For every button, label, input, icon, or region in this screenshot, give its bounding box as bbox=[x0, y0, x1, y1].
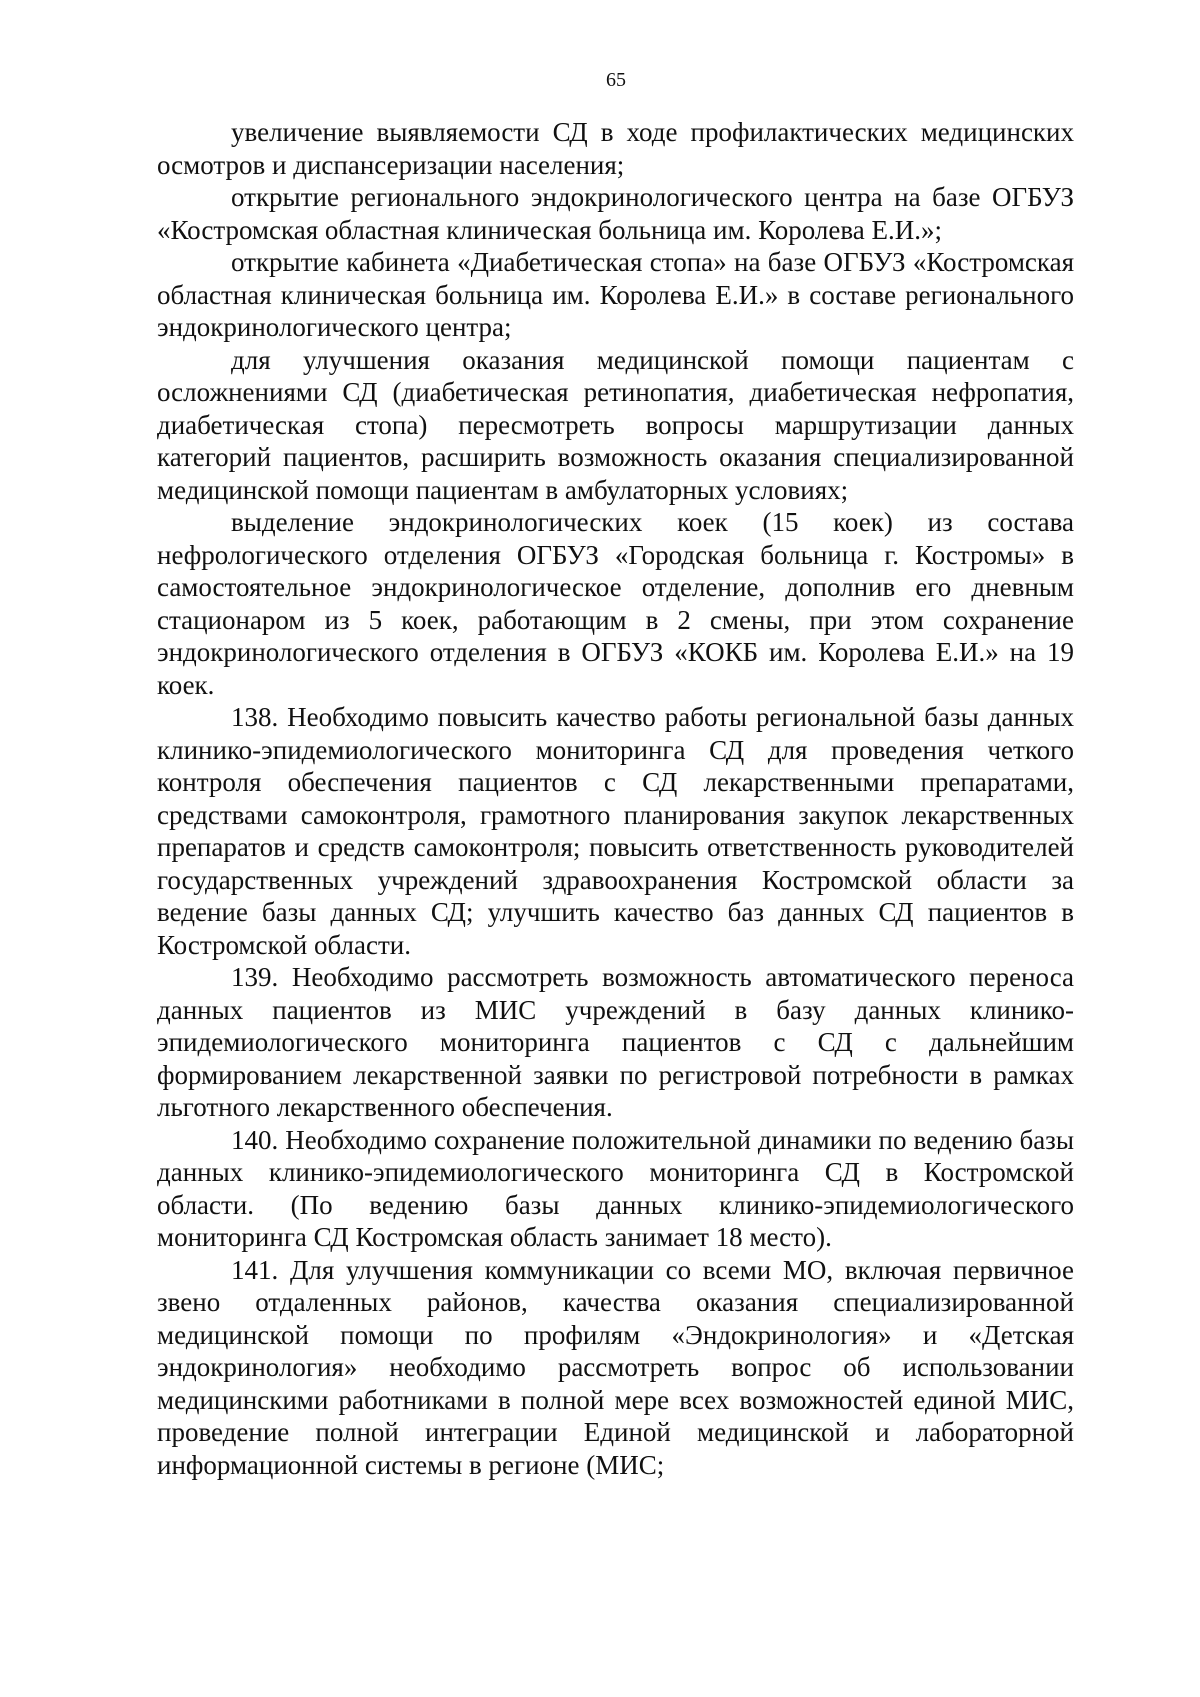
paragraph-item-138: 138. Необходимо повысить качество работы региональной базы данных клинико-эпидемиологического мониторинга СД для проведения четкого контроля обеспечения пациентов с СД лекарственными препаратами, средствами самоконтроля, грамотного планирования закупок лекарственных препаратов и средств самоконтроля; повысить ответственность руководителей государственных учреждений здравоохранения Костромской области за ведение базы данных СД; улучшить качество баз данных СД пациентов в Костромской области. bbox=[157, 702, 1074, 960]
document-body bbox=[157, 116, 1074, 1481]
paragraph-complications-routing: для улучшения оказания медицинской помощи пациентам с осложнениями СД (диабетическая ретинопатия, диабетическая нефропатия, диабетическая стопа) пересмотреть вопросы маршрутизации данных категорий пациентов, расширить возможность оказания специализированной медицинской помощи пациентам в амбулаторных условиях; bbox=[157, 344, 1074, 505]
paragraph-screening: увеличение выявляемости СД в ходе профилактических медицинских осмотров и диспансеризации населения; bbox=[157, 117, 1074, 180]
paragraph-endocrine-center: открытие регионального эндокринологического центра на базе ОГБУЗ «Костромская областная клиническая больница им. Королева Е.И.»; bbox=[157, 182, 1074, 245]
paragraph-endocrine-beds: выделение эндокринологических коек (15 коек) из состава нефрологического отделения ОГБУЗ «Городская больница г. Костромы» в самостоятельное эндокринологическое отделение, дополнив его дневным стационаром из 5 коек, работающим в 2 смены, при этом сохранение эндокринологического отделения в ОГБУЗ «КОКБ им. Королева Е.И.» на 19 коек. bbox=[157, 507, 1074, 700]
paragraph-item-139: 139. Необходимо рассмотреть возможность автоматического переноса данных пациентов из МИС учреждений в базу данных клинико-эпидемиологического мониторинга пациентов с СД с дальнейшим формированием лекарственной заявки по регистровой потребности в рамках льготного лекарственного обеспечения. bbox=[157, 962, 1074, 1122]
paragraph-item-141: 141. Для улучшения коммуникации со всеми МО, включая первичное звено отдаленных районов, качества оказания специализированной медицинской помощи по профилям «Эндокринология» и «Детская эндокринология» необходимо рассмотреть вопрос об использовании медицинскими работниками в полной мере всех возможностей единой МИС, проведение полной интеграции Единой медицинской и лабораторной информационной системы в регионе (МИС; bbox=[157, 1254, 1074, 1480]
paragraph-item-140: 140. Необходимо сохранение положительной динамики по ведению базы данных клинико-эпидемиологического мониторинга СД в Костромской области. (По ведению базы данных клинико-эпидемиологического мониторинга СД Костромская область занимает 18 место). bbox=[157, 1124, 1074, 1252]
paragraph-diabetic-foot-office: открытие кабинета «Диабетическая стопа» на базе ОГБУЗ «Костромская областная клиническая больница им. Королева Е.И.» в составе регионального эндокринологического центра; bbox=[157, 247, 1074, 342]
page-number: 65 bbox=[606, 69, 626, 91]
